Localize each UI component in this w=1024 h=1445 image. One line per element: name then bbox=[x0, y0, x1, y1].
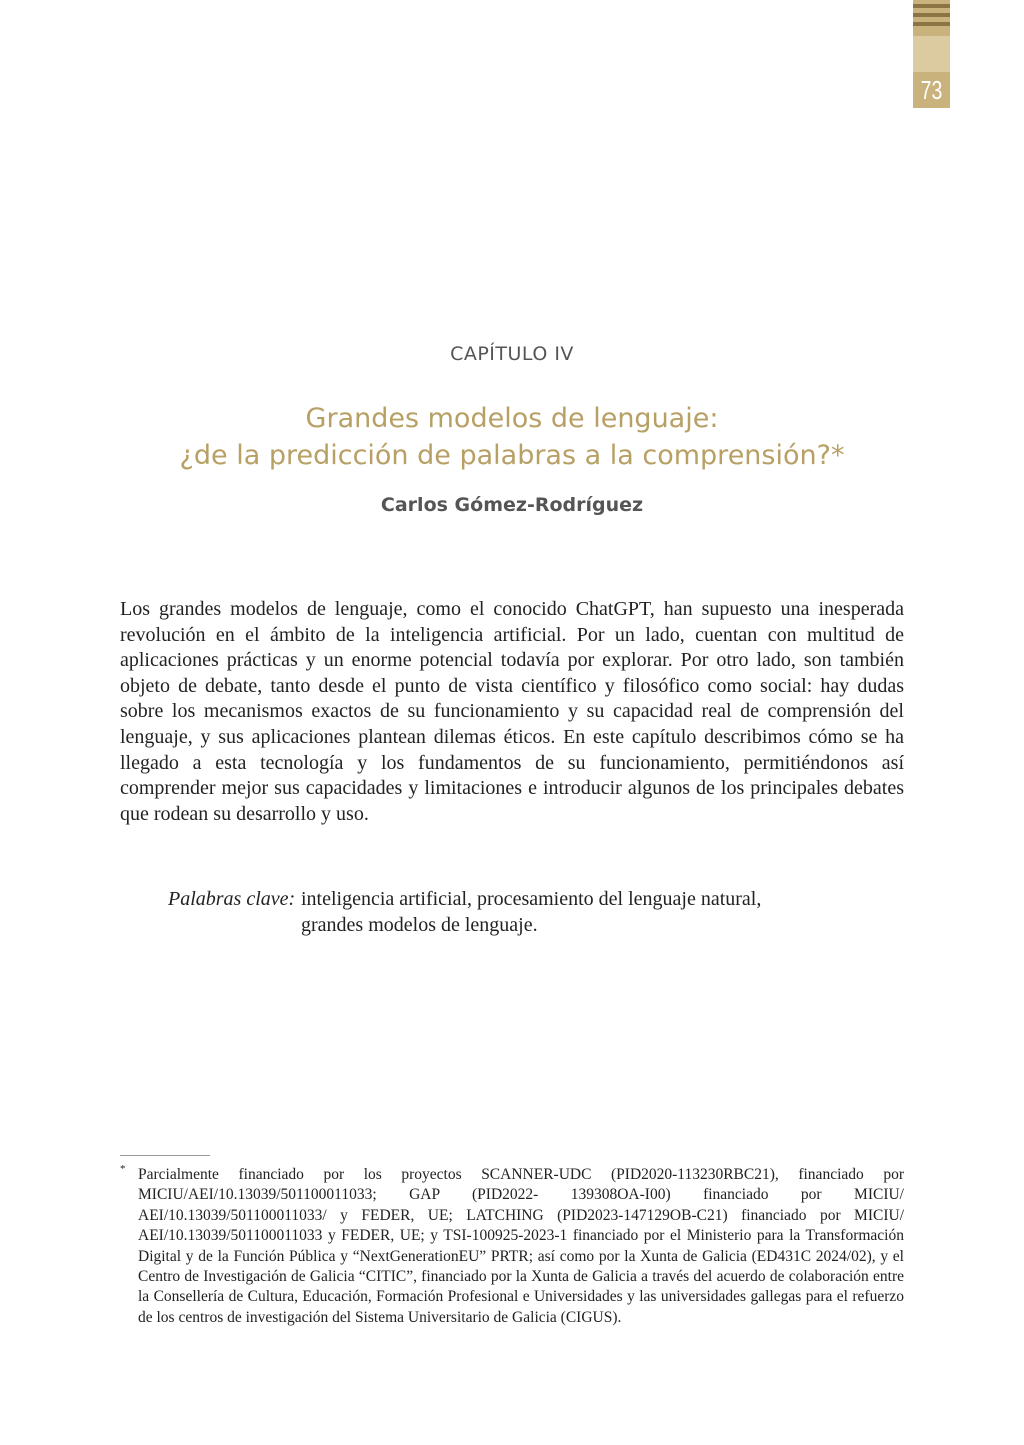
tab-light-band bbox=[913, 36, 950, 72]
chapter-title-line-2: ¿de la predicción de palabras a la comprensión?* bbox=[179, 440, 845, 471]
page-number-tab bbox=[913, 0, 950, 108]
chapter-title bbox=[0, 400, 1024, 474]
chapter-title-line-1: Grandes modelos de lenguaje: bbox=[305, 403, 719, 434]
keywords-line-1: inteligencia artificial, procesamiento del lenguaje natural, bbox=[301, 888, 762, 910]
author-name: Carlos Gómez-Rodríguez bbox=[380, 494, 644, 516]
footnote-marker: * bbox=[120, 1163, 126, 1175]
keywords-list bbox=[301, 887, 861, 938]
footnote-text: Parcialmente financiado por los proyectos SCANNER-UDC (PID2020-113230RBC21), financiado por MICIU/AEI/10.13039/501100011033; GAP (PID2022- 139308OA-I00) financiado por MICIU/ AEI/10.13039/501100011033/ y FEDER, UE; LATCHING (PID2023-147129OB-C21) financiado por MICIU/ AEI/10.13039/501100011033 y FEDER, UE; y TSI-100925-2023-1 financiado por el Ministerio para la Transformación Digital y de la Función Pública y “NextGenerationEU” PRTR; así como por la Xunta de Galicia (ED431C 2024/02), y el Centro de Investigación de Galicia “CITIC”, financiado por la Xunta de Galicia a través del acuerdo de colaboración entre la Consellería de Cultura, Educación, Formación Profesional e Universidades y las universidades gallegas para el refuerzo de los centros de investigación del Sistema Universitario de Galicia (CIGUS). bbox=[138, 1166, 904, 1326]
keywords-label: Palabras clave: bbox=[168, 888, 296, 910]
footnote-separator bbox=[120, 1155, 210, 1156]
chapter-label: CAPÍTULO IV bbox=[450, 343, 574, 365]
keywords-line-2: grandes modelos de lenguaje. bbox=[301, 913, 538, 936]
abstract-paragraph: Los grandes modelos de lenguaje, como el conocido ChatGPT, han supuesto una inesperada revolución en el ámbito de la inteligencia artificial. Por un lado, cuentan con multitud de aplicaciones prácticas y un enorme potencial todavía por explorar. Por otro lado, son también objeto de debate, tanto desde el punto de vista científico y filosófico como social: hay dudas sobre los mecanismos exactos de su funcionamiento y su capacidad real de comprensión del lenguaje, y sus aplicaciones plantean dilemas éticos. En este capítulo describimos cómo se ha llegado a esta tecnología y los fundamentos de su funcionamiento, permitiéndonos así comprender mejor sus capacidades y limitaciones e introducir algunos de los principales debates que rodean su desarrollo y uso. bbox=[120, 598, 904, 825]
page-number: 73 bbox=[920, 75, 943, 105]
tab-stripe bbox=[913, 22, 950, 26]
tab-stripe bbox=[913, 4, 950, 8]
tab-stripe bbox=[913, 13, 950, 17]
